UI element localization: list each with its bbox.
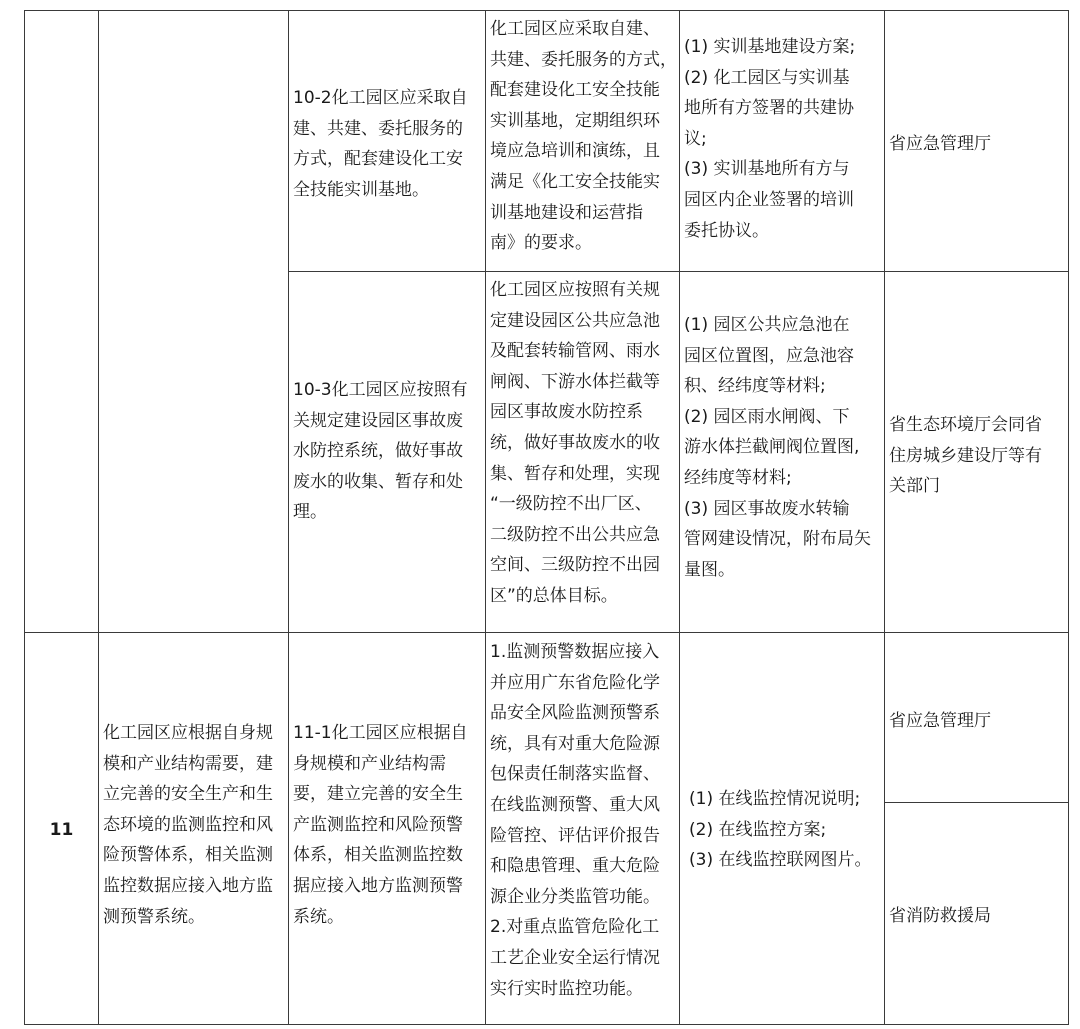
table-row-1-sub-item: 10-2化工园区应采取自 建、共建、委托服务的 方式，配套建设化工安 全技能实训基地。 (293, 88, 468, 200)
row-divider-1 (288, 271, 1069, 272)
table-row-2-sub-item: 10-3化工园区应按照有 关规定建设园区事故废 水防控系统，做好事故 废水的收集、暂存和处 理。 (293, 380, 468, 523)
table-row-3-sub-item: 11-1化工园区应根据自 身规模和产业结构需 要，建立完善的安全生 产监测监控和风险预警 体系，相关监测监控数 据应接入地方监测预警 系统。 (293, 723, 468, 927)
column-divider-4 (679, 10, 680, 1025)
table-row-2-department: 省生态环境厅会同省 住房城乡建设厅等有 关部门 (889, 415, 1042, 497)
table-row-3-number: 11 (49, 820, 74, 840)
table-row-1-requirement (99, 11, 288, 271)
column-divider-3 (485, 10, 486, 1025)
table-row-3-materials: (1) 在线监控情况说明; (2) 在线监控方案; (3) 在线监控联网图片。 (689, 789, 872, 871)
table-row-1-standard: 化工园区应采取自建、 共建、委托服务的方式， 配套建设化工安全技能 实训基地，定期组织环 境应急培训和演练，且 满足《化工安全技能实 训基地建设和运营指 南》的要求。 (490, 19, 677, 254)
table-row-2-materials: (1) 园区公共应急池在 园区位置图，应急池容 积、经纬度等材料; (2) 园区雨水闸阀、下 游水体拦截闸阀位置图, 经纬度等材料; (3) 园区事故废水转输 管网建设情况，附布局矢 量图。 (684, 315, 871, 580)
column-divider-2 (288, 10, 289, 1025)
table-row-1-number (25, 11, 98, 271)
table-row-1-materials: (1) 实训基地建设方案; (2) 化工园区与实训基 地所有方签署的共建协 议; (3) 实训基地所有方与 园区内企业签署的培训 委托协议。 (684, 37, 856, 241)
column-divider-5 (884, 10, 885, 1025)
table-border-right (1068, 10, 1069, 1025)
table-row-1-department: 省应急管理厅 (889, 134, 991, 154)
department-divider (884, 802, 1069, 803)
table-row-3-department-1: 省应急管理厅 (889, 711, 991, 731)
row-divider-2 (24, 632, 1069, 633)
table-row-3-requirement: 化工园区应根据自身规 模和产业结构需要，建 立完善的安全生产和生 态环境的监测监控和风 险预警体系，相关监测 监控数据应接入地方监 测预警系统。 (103, 723, 273, 927)
table-border-bottom (24, 1024, 1069, 1025)
table-row-3-department-2: 省消防救援局 (889, 906, 991, 926)
table-row-3-standard: 1.监测预警数据应接入 并应用广东省危险化学 品安全风险监测预警系 统，具有对重大危险源 包保责任制落实监督、 在线监测预警、重大风 险管控、评估评价报告 和隐患管理、重大危险 源企业分类监管功能。 2.对重点监管危险化工 工艺企业安全运行情况 实行实时监控功能。 (490, 642, 660, 999)
table-row-2-standard: 化工园区应按照有关规 定建设园区公共应急池 及配套转输管网、雨水 闸阀、下游水体拦截等 园区事故废水防控系 统，做好事故废水的收 集、暂存和处理，实现 “一级防控不出厂区、 二级防控不出公共应急 空间、三级防控不出园 区”的总体目标。 (490, 280, 660, 606)
